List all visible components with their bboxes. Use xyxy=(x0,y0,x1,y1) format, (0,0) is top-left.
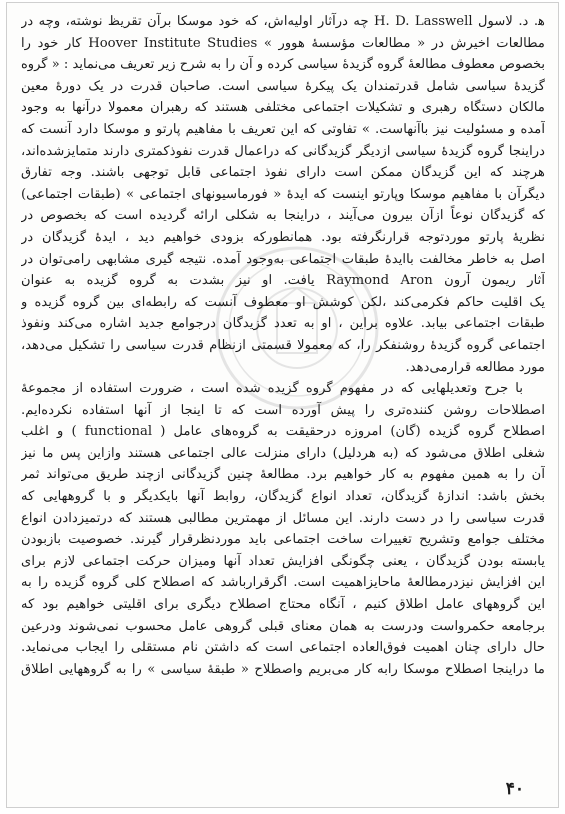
text-line: دراینجا گروه گزیدهٔ سیاسی ازدیگر گزیدگانی که دراعمال قدرت نفوذکمتری دارند متمایزشده‌اند، xyxy=(21,143,545,159)
text-line: شغلی اطلاق می‌شود که (به هردلیل) دارای منزلت عالی اجتماعی هستند وازاین پس ما نیز xyxy=(21,445,545,461)
text-line: اصطلاح گروه گزیده (گان) امروزه درحقیقت به گروه‌های عامل ( functional ) و اغلب xyxy=(21,424,545,440)
text-line: هرچند که این گزیدگان ممکن است دارای نفوذ اجتماعی قابل توجهی باشند. وجه تفارق xyxy=(21,165,545,181)
text-line: اصطلاحات روشن کننده‌تری را پیش آورده است که تا اینجا از آنها استفاده نکرده‌ایم. xyxy=(21,402,545,418)
text-line: حال دارای چنان اهمیت فوق‌العاده اجتماعی است که داشتن نام مستقلی را ایجاب می‌نماید. xyxy=(21,640,545,656)
text-line: ﻫ. د. لاسول H. D. Lasswell چه درآثار اولیه‌اش، که خود موسکا برآن تقریظ نوشته، وچه در xyxy=(21,14,545,29)
text-line: مطالعات اخیرش در « مطالعات مؤسسهٔ هوور » Hoover Institute Studies کار خود را xyxy=(21,35,545,51)
paragraph-start-line: با جرح وتعدیلهایی که در مفهوم گروه گزیده شده است ، ضرورت استفاده از مجموعهٔ xyxy=(21,381,523,397)
text-line: آثار ریمون آرون Raymond Aron یافت. او نیز بشدت به گروه گزیده به عنوان xyxy=(21,273,545,289)
text-line: یابسته بودن گزیدگان ، یعنی چگونگی افزایش تعداد آنها ومیزان حرکت اجتماعی لازم برای xyxy=(21,553,545,569)
text-line: مالکان دستگاه رهبری و تشکیلات اجتماعی مختلفی هستند که رهبران معمولا درآنها به وجود xyxy=(21,100,545,116)
book-page xyxy=(6,2,559,808)
paragraph-end-line: مورد مطالعه قرارمی‌دهد. xyxy=(405,359,545,375)
text-line: یک اقلیت حاکم فکرمی‌کند ،لکن کوشش او معطوف آنست که رابطه‌ای بین گروه گزیده و xyxy=(21,294,545,310)
text-line: نظریهٔ پارتو موردتوجه قرارنگرفته بود. همانطورکه بزودی خواهیم دید ، ایدهٔ گزیدگان در xyxy=(21,229,545,245)
text-line: دیگرآن با مفاهیم موسکا وپارتو اینست که ایدهٔ « فورماسیونهای اجتماعی » (طبقات اجتماعی) xyxy=(21,186,545,202)
text-line: ما دراینجا اصطلاح موسکا رابه کار می‌بریم واصطلاح « طبقهٔ سیاسی » را به گروههایی اطلاق xyxy=(21,661,545,677)
text-line: این گروههای عامل اطلاق کنیم ، آنگاه محتاج اصطلاح دیگری برای اقلیتی خواهیم بود که xyxy=(21,597,545,613)
text-line: اجتماعی گروه گزیدهٔ روشنفکر را، که معمولا قسمتی ازنظام قدرت سیاسی را تشکیل می‌دهد، xyxy=(21,337,545,353)
text-line: برجامعه حکمرواست ودرست به همان معنای قبلی گروهی عامل محسوب نمی‌شوند ودرعین xyxy=(21,618,545,634)
text-line: طبقات اجتماعی بیابد. علاوه براین ، او به تعدد گزیدگان درجوامع جدید اشاره می‌کند ونفوذ xyxy=(21,316,545,332)
text-line: که گزیدگان نوعاً ازآن بیرون می‌آیند ، دراینجا به شکلی ارائه گردیده است که بخصوص در xyxy=(21,208,545,224)
text-line: این افزایش نیزدرمطالعهٔ ماحایزاهمیت است. اگرقرارباشد که اصطلاح کلی گروه گزیده را به xyxy=(21,575,545,591)
text-line: مختلف جوامع وتشریح تغییرات ساخت اجتماعی باید موردنظرقرار گیرند. خصوصیت بازبودن xyxy=(21,532,545,548)
text-line: بخش باشد: اندازهٔ گزیدگان، تعداد انواع گزیدگان، روابط آنها بایکدیگر و با گروههایی که xyxy=(21,489,545,505)
body-text xyxy=(21,11,545,680)
text-line: بخصوص معطوف مطالعهٔ گروه گزیدهٔ سیاسی کرده و آن را به شرح زیر تعریف می‌نماید : « گروه xyxy=(21,57,545,73)
text-line: قدرت سیاسی را در دست دارند. این مسائل از مهمترین مطالبی هستند که درتمیزدادن انواع xyxy=(21,510,545,526)
page-number: ۴۰ xyxy=(505,779,524,799)
text-line: آن را به همین مفهوم به کار خواهیم برد. مطالعهٔ چنین گزیدگانی ازچند طریق می‌تواند ثمر xyxy=(21,467,545,483)
text-line: آمده و مسئولیت نیز باآنهاست. » تفاوتی که این تعریف با مفاهیم پارتو و موسکا دارد آنست که xyxy=(21,121,545,137)
text-line: اصل به خاطر مخالفت باایدهٔ طبقات اجتماعی به‌وجود آمده. نتیجه گیری مشابهی رامی‌توان در xyxy=(21,251,545,267)
text-line: گزیدهٔ سیاسی شامل قدرتمندان یک پیکرهٔ سیاسی است. صاحبان قدرت در یک دورهٔ معین xyxy=(21,78,545,94)
